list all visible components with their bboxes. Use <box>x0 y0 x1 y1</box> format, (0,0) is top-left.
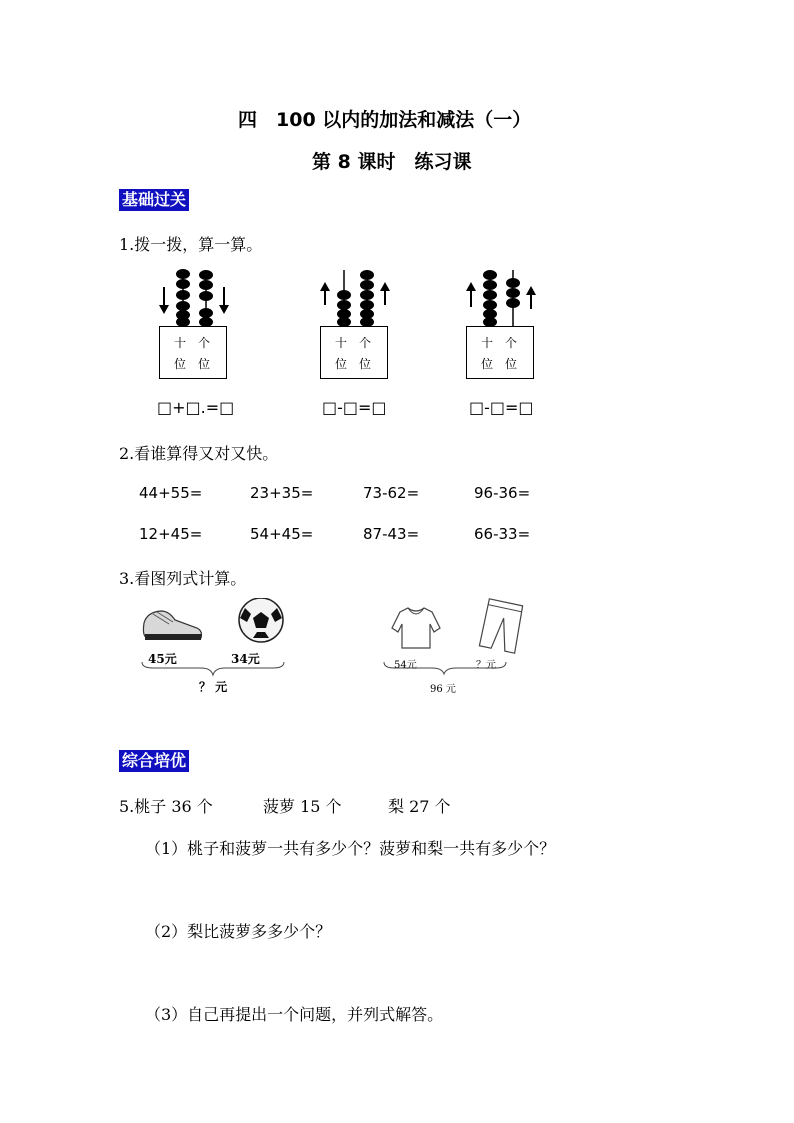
shoes-price: 45元 <box>148 652 177 666</box>
sweater-icon <box>392 608 440 648</box>
exercise-item: 44+55= <box>139 484 203 502</box>
sneaker-icon <box>143 611 201 640</box>
tens-label-2: 位 <box>174 357 187 371</box>
pineapple-count: 菠萝 15 个 <box>263 797 342 816</box>
total-price: 96 元 <box>430 684 456 695</box>
abacus-1 <box>155 265 235 380</box>
abacus-2 <box>316 265 396 380</box>
exercise-item: 87-43= <box>363 525 420 543</box>
arrow-down-icon <box>159 287 229 314</box>
exercise-item: 66-33= <box>474 525 531 543</box>
ones-label: 个 <box>198 336 211 350</box>
abacus-1-equation[interactable]: □+□.=□ <box>157 398 235 417</box>
abacus-3 <box>462 265 542 380</box>
unit-title: 四 100 以内的加法和减法（一） <box>238 109 532 131</box>
ones-label-2: 位 <box>198 357 211 371</box>
lesson-title: 第 8 课时 练习课 <box>312 151 472 173</box>
sweater-price: 54元 <box>394 660 417 671</box>
sub-question-1: （1）桃子和菠萝一共有多少个？菠萝和梨一共有多少个？ <box>145 839 556 858</box>
pear-count: 梨 27 个 <box>388 797 451 816</box>
question-5-prompt: 5.桃子 36 个 <box>119 797 213 816</box>
place-value-box <box>159 326 227 379</box>
tens-label-2: 位 <box>481 357 494 371</box>
question-3-prompt: 3.看图列式计算。 <box>119 569 247 588</box>
tens-label: 十 <box>481 336 494 350</box>
exercise-item: 54+45= <box>250 525 314 543</box>
exercise-item: 73-62= <box>363 484 420 502</box>
abacus-3-equation[interactable]: □-□=□ <box>469 398 534 417</box>
section-badge-basic: 基础过关 <box>119 189 189 211</box>
sweater-pants-picture <box>378 598 528 698</box>
ones-label: 个 <box>505 336 518 350</box>
soccer-ball-icon <box>239 598 283 642</box>
pants-icon <box>479 599 524 653</box>
place-value-box <box>466 326 534 379</box>
tens-label: 十 <box>174 336 187 350</box>
arrow-up-icon <box>320 282 390 305</box>
question-1-prompt: 1.拨一拨，算一算。 <box>119 235 263 254</box>
tens-label: 十 <box>335 336 348 350</box>
ones-label: 个 <box>359 336 372 350</box>
shoes-ball-picture <box>139 598 287 698</box>
arrow-up-icon <box>466 282 536 309</box>
section-badge-advanced: 综合培优 <box>119 750 189 772</box>
place-value-box <box>320 326 388 379</box>
sub-question-2: （2）梨比菠萝多多少个？ <box>145 922 332 941</box>
question-2-prompt: 2.看谁算得又对又快。 <box>119 444 279 463</box>
exercise-item: 96-36= <box>474 484 531 502</box>
exercise-item: 23+35= <box>250 484 314 502</box>
abacus-2-equation[interactable]: □-□=□ <box>322 398 387 417</box>
ones-label-2: 位 <box>359 357 372 371</box>
exercise-item: 12+45= <box>139 525 203 543</box>
sub-question-3: （3）自己再提出一个问题，并列式解答。 <box>145 1005 444 1024</box>
ones-label-2: 位 <box>505 357 518 371</box>
tens-label-2: 位 <box>335 357 348 371</box>
pants-price: ？元 <box>476 660 496 671</box>
ball-price: 34元 <box>231 652 260 666</box>
total-price: ？ 元 <box>199 680 228 694</box>
